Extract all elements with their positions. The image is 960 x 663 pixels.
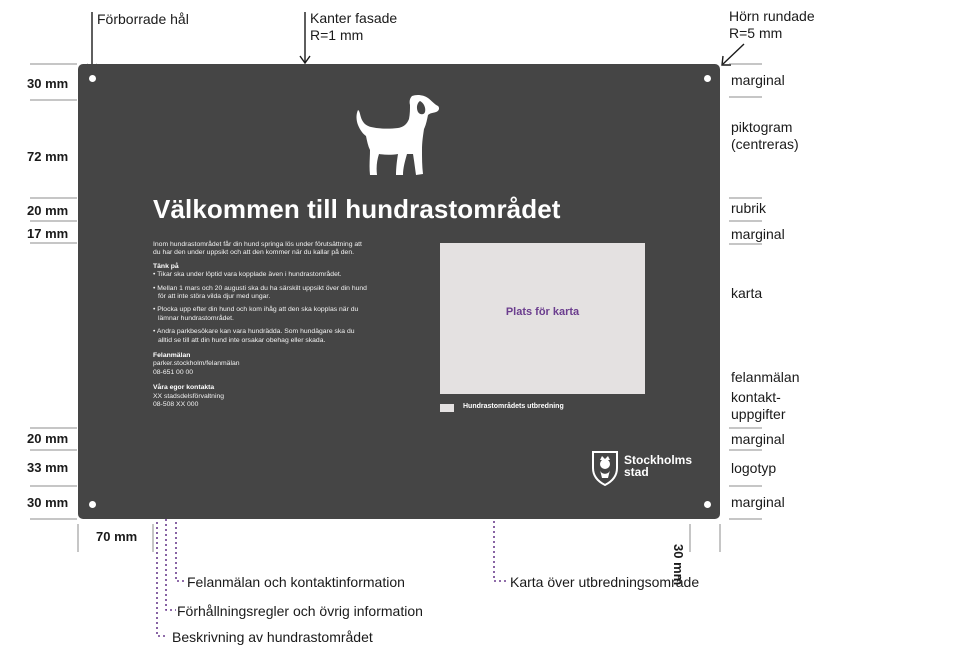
label-map: karta — [731, 285, 763, 301]
logo-wordmark — [624, 454, 692, 478]
map-legend-swatch — [440, 404, 454, 412]
edges-callout-line1: Kanter fasade — [310, 10, 398, 26]
drill-hole — [704, 501, 711, 508]
logo-line: stad — [624, 465, 649, 479]
contact-org: XX stadsdelsförvaltning — [153, 392, 225, 400]
intro-line: du har den under uppsikt och att den kommer när du kallar på den. — [153, 249, 355, 257]
arrow-down-icon — [87, 12, 97, 71]
dim-left-margin: 70 mm — [96, 529, 138, 544]
label-pictogram-1: piktogram — [731, 119, 793, 135]
dim-heading: 20 mm — [27, 203, 69, 218]
contact-heading: Våra egor kontakta — [153, 384, 215, 392]
report-heading: Felanmälan — [153, 352, 191, 360]
map-placeholder-label: Plats för karta — [505, 306, 580, 318]
stockholm-crest-icon — [591, 450, 619, 486]
dim-pictogram: 72 mm — [27, 149, 69, 164]
contact-phone: 08-508 XX 000 — [153, 401, 199, 409]
label-contact-1: kontakt- — [731, 389, 781, 405]
sign-title: Välkommen till hundrastområdet — [153, 194, 561, 224]
corners-callout-line1: Hörn rundade — [729, 8, 815, 24]
report-url: parker.stockholm/felanmälan — [153, 360, 240, 368]
dim-bottom-margin: 30 mm — [27, 495, 69, 510]
dim-margin-3: 20 mm — [27, 431, 69, 446]
map-placeholder — [440, 243, 645, 394]
sign-text-column — [153, 241, 403, 410]
rule-item: • Tikar ska under löptid vara kopplade även i hundrastområdet. — [153, 271, 342, 279]
label-margin-top: marginal — [731, 72, 785, 88]
label-report: felanmälan — [731, 369, 800, 385]
bottom-dimension-ticks — [78, 524, 720, 552]
label-contact-2: uppgifter — [731, 406, 786, 422]
arrow-down-left-icon — [722, 44, 744, 65]
dim-right-margin: 30 mm — [671, 544, 686, 586]
dim-margin-2: 17 mm — [27, 226, 69, 241]
callout-report-contact: Felanmälan och kontaktinformation — [187, 574, 405, 590]
dim-top-margin: 30 mm — [27, 76, 69, 91]
report-phone: 08-651 00 00 — [153, 368, 194, 376]
rules-heading: Tänk på — [153, 262, 179, 270]
label-margin-2: marginal — [731, 226, 785, 242]
callout-map: Karta över utbredningsområde — [510, 574, 700, 590]
rule-item: • Plocka upp efter din hund och kom ihåg att den ska kopplas när du — [153, 306, 359, 314]
callout-description: Beskrivning av hundrastområdet — [172, 629, 373, 645]
logo-line: Stockholms — [624, 453, 693, 467]
intro-line: Inom hundrastområdet får din hund springa lös under förutsättning att — [153, 241, 362, 248]
rule-item: • Mellan 1 mars och 20 augusti ska du ha särskilt uppsikt över din hund — [153, 284, 367, 292]
holes-callout: Förborrade hål — [97, 11, 189, 27]
label-margin-bottom: marginal — [731, 494, 785, 510]
corners-callout-line2: R=5 mm — [729, 25, 783, 41]
drill-hole — [704, 75, 711, 82]
edges-callout-line2: R=1 mm — [310, 27, 364, 43]
arrow-down-icon — [300, 12, 310, 63]
drill-hole — [89, 501, 96, 508]
label-logo: logotyp — [731, 460, 777, 476]
map-legend-label: Hundrastområdets utbredning — [463, 403, 564, 410]
dog-pictogram-icon — [354, 94, 444, 178]
label-heading: rubrik — [731, 200, 767, 216]
sign-panel — [78, 64, 720, 519]
rule-item: • Andra parkbesökare kan vara hundrädda. Som hundägare ska du — [153, 328, 355, 336]
left-dimension-ticks — [30, 64, 77, 519]
drill-hole — [89, 75, 96, 82]
label-margin-3: marginal — [731, 431, 785, 447]
callout-rules: Förhållningsregler och övrig information — [177, 603, 423, 619]
label-pictogram-2: (centreras) — [731, 136, 799, 152]
rule-item: för att inte störa vilda djur med ungar. — [158, 293, 271, 301]
dim-logo: 33 mm — [27, 460, 69, 475]
rule-item: alltid se till att din hund inte orsakar obehag eller skada. — [158, 336, 326, 344]
rule-item: lämnar hundrastområdet. — [158, 314, 234, 322]
